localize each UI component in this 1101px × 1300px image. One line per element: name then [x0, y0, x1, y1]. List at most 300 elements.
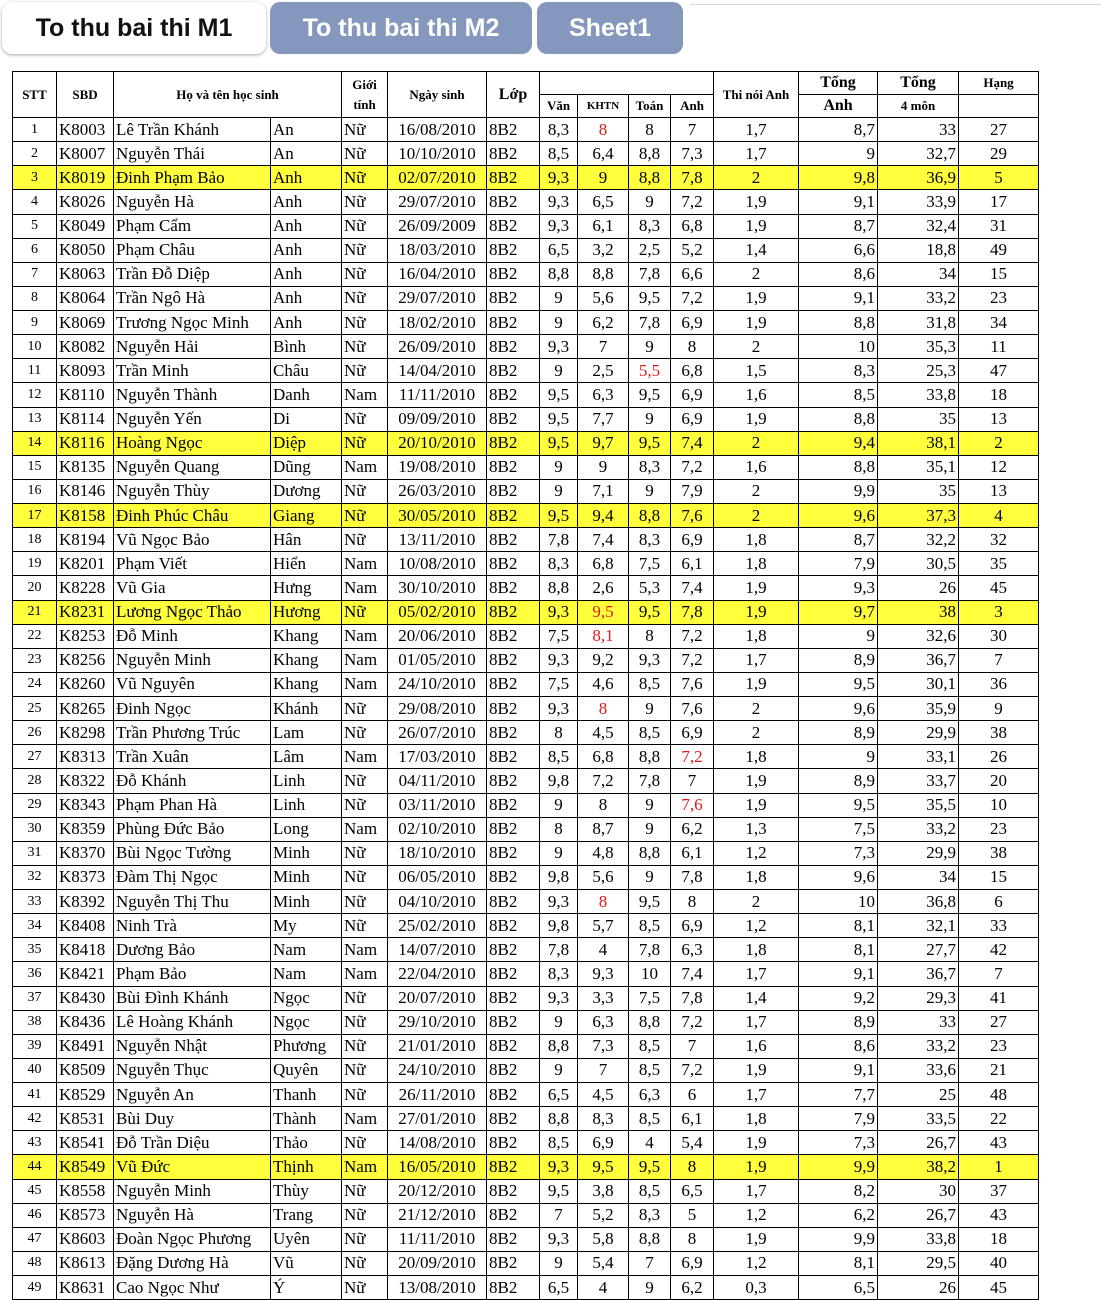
- cell-van[interactable]: 6,5: [540, 238, 578, 262]
- cell-ten[interactable]: Châu: [271, 359, 342, 383]
- cell-tanh[interactable]: 8,9: [799, 1010, 878, 1034]
- cell-ns[interactable]: 21/12/2010: [388, 1203, 487, 1227]
- cell-anh[interactable]: 6,9: [671, 311, 714, 335]
- cell-ten[interactable]: Thanh: [271, 1083, 342, 1107]
- cell-tanh[interactable]: 8,3: [799, 359, 878, 383]
- cell-tanh[interactable]: 8,7: [799, 528, 878, 552]
- cell-noi[interactable]: 1,8: [714, 938, 799, 962]
- cell-ho[interactable]: Nguyễn Nhật: [114, 1034, 271, 1058]
- cell-lop[interactable]: 8B2: [487, 841, 540, 865]
- cell-sbd[interactable]: K8370: [57, 841, 114, 865]
- cell-lop[interactable]: 8B2: [487, 311, 540, 335]
- cell-khtn[interactable]: 8,3: [578, 1107, 629, 1131]
- cell-hang[interactable]: 4: [959, 504, 1039, 528]
- cell-sbd[interactable]: K8436: [57, 1010, 114, 1034]
- cell-stt[interactable]: 32: [13, 865, 57, 889]
- cell-ns[interactable]: 30/10/2010: [388, 576, 487, 600]
- cell-van[interactable]: 9: [540, 286, 578, 310]
- cell-anh[interactable]: 6,1: [671, 552, 714, 576]
- cell-ho[interactable]: Nguyễn Hà: [114, 190, 271, 214]
- cell-ten[interactable]: Vũ: [271, 1251, 342, 1275]
- cell-lop[interactable]: 8B2: [487, 118, 540, 142]
- cell-ho[interactable]: Trần Minh: [114, 359, 271, 383]
- cell-ho[interactable]: Vũ Ngọc Bảo: [114, 528, 271, 552]
- cell-tanh[interactable]: 7,3: [799, 841, 878, 865]
- cell-sbd[interactable]: K8050: [57, 238, 114, 262]
- cell-anh[interactable]: 6,1: [671, 1107, 714, 1131]
- cell-ten[interactable]: Long: [271, 817, 342, 841]
- cell-ho[interactable]: Nguyễn Thái: [114, 142, 271, 166]
- cell-gt[interactable]: Nữ: [342, 1179, 388, 1203]
- cell-anh[interactable]: 6,9: [671, 1251, 714, 1275]
- cell-toan[interactable]: 9,5: [629, 383, 671, 407]
- cell-van[interactable]: 9,8: [540, 865, 578, 889]
- cell-anh[interactable]: 7,2: [671, 648, 714, 672]
- cell-t4[interactable]: 33,2: [878, 286, 959, 310]
- cell-gt[interactable]: Nữ: [342, 1227, 388, 1251]
- cell-lop[interactable]: 8B2: [487, 817, 540, 841]
- cell-anh[interactable]: 7,4: [671, 962, 714, 986]
- cell-noi[interactable]: 1,9: [714, 407, 799, 431]
- cell-t4[interactable]: 27,7: [878, 938, 959, 962]
- cell-lop[interactable]: 8B2: [487, 624, 540, 648]
- cell-sbd[interactable]: K8194: [57, 528, 114, 552]
- cell-noi[interactable]: 1,8: [714, 528, 799, 552]
- cell-toan[interactable]: 4: [629, 1131, 671, 1155]
- cell-gt[interactable]: Nam: [342, 552, 388, 576]
- cell-anh[interactable]: 7,2: [671, 745, 714, 769]
- cell-van[interactable]: 9,3: [540, 890, 578, 914]
- cell-van[interactable]: 9: [540, 311, 578, 335]
- cell-ho[interactable]: Nguyễn Minh: [114, 648, 271, 672]
- cell-ho[interactable]: Đàm Thị Ngọc: [114, 865, 271, 889]
- cell-gt[interactable]: Nữ: [342, 1058, 388, 1082]
- cell-ten[interactable]: Ngọc: [271, 986, 342, 1010]
- cell-khtn[interactable]: 6,8: [578, 745, 629, 769]
- cell-t4[interactable]: 18,8: [878, 238, 959, 262]
- cell-hang[interactable]: 29: [959, 142, 1039, 166]
- cell-stt[interactable]: 29: [13, 793, 57, 817]
- cell-gt[interactable]: Nữ: [342, 841, 388, 865]
- cell-ns[interactable]: 06/05/2010: [388, 865, 487, 889]
- cell-ten[interactable]: Anh: [271, 166, 342, 190]
- cell-anh[interactable]: 7,2: [671, 1058, 714, 1082]
- cell-tanh[interactable]: 7,5: [799, 817, 878, 841]
- cell-stt[interactable]: 5: [13, 214, 57, 238]
- cell-khtn[interactable]: 3,2: [578, 238, 629, 262]
- cell-ho[interactable]: Nguyễn An: [114, 1083, 271, 1107]
- cell-ten[interactable]: Thùy: [271, 1179, 342, 1203]
- cell-t4[interactable]: 33,8: [878, 1227, 959, 1251]
- cell-anh[interactable]: 7,2: [671, 624, 714, 648]
- cell-ho[interactable]: Đinh Phúc Châu: [114, 504, 271, 528]
- cell-anh[interactable]: 6,6: [671, 262, 714, 286]
- cell-ho[interactable]: Trương Ngọc Minh: [114, 311, 271, 335]
- cell-van[interactable]: 9: [540, 1251, 578, 1275]
- cell-tanh[interactable]: 9: [799, 745, 878, 769]
- cell-anh[interactable]: 7,8: [671, 986, 714, 1010]
- cell-lop[interactable]: 8B2: [487, 1251, 540, 1275]
- cell-ho[interactable]: Nguyễn Yến: [114, 407, 271, 431]
- cell-sbd[interactable]: K8049: [57, 214, 114, 238]
- cell-lop[interactable]: 8B2: [487, 238, 540, 262]
- cell-gt[interactable]: Nữ: [342, 142, 388, 166]
- cell-ten[interactable]: Khang: [271, 672, 342, 696]
- cell-khtn[interactable]: 7,3: [578, 1034, 629, 1058]
- cell-noi[interactable]: 2: [714, 890, 799, 914]
- cell-van[interactable]: 9,5: [540, 407, 578, 431]
- cell-tanh[interactable]: 10: [799, 890, 878, 914]
- cell-lop[interactable]: 8B2: [487, 793, 540, 817]
- cell-khtn[interactable]: 4,5: [578, 721, 629, 745]
- cell-ns[interactable]: 18/02/2010: [388, 311, 487, 335]
- cell-khtn[interactable]: 6,2: [578, 311, 629, 335]
- cell-toan[interactable]: 8,3: [629, 214, 671, 238]
- cell-hang[interactable]: 15: [959, 262, 1039, 286]
- cell-anh[interactable]: 7: [671, 118, 714, 142]
- cell-lop[interactable]: 8B2: [487, 1107, 540, 1131]
- cell-khtn[interactable]: 6,1: [578, 214, 629, 238]
- cell-ho[interactable]: Trần Phương Trúc: [114, 721, 271, 745]
- cell-ns[interactable]: 20/09/2010: [388, 1251, 487, 1275]
- cell-hang[interactable]: 40: [959, 1251, 1039, 1275]
- cell-van[interactable]: 7,5: [540, 624, 578, 648]
- cell-toan[interactable]: 8,5: [629, 721, 671, 745]
- cell-van[interactable]: 7: [540, 1203, 578, 1227]
- cell-hang[interactable]: 34: [959, 311, 1039, 335]
- cell-noi[interactable]: 2: [714, 262, 799, 286]
- cell-toan[interactable]: 8,5: [629, 914, 671, 938]
- cell-khtn[interactable]: 5,4: [578, 1251, 629, 1275]
- cell-ns[interactable]: 13/08/2010: [388, 1276, 487, 1300]
- cell-lop[interactable]: 8B2: [487, 479, 540, 503]
- cell-ten[interactable]: Lam: [271, 721, 342, 745]
- cell-anh[interactable]: 6,2: [671, 817, 714, 841]
- cell-hang[interactable]: 22: [959, 1107, 1039, 1131]
- cell-gt[interactable]: Nam: [342, 455, 388, 479]
- cell-lop[interactable]: 8B2: [487, 1083, 540, 1107]
- cell-anh[interactable]: 6,8: [671, 214, 714, 238]
- cell-khtn[interactable]: 6,5: [578, 190, 629, 214]
- cell-tanh[interactable]: 8,9: [799, 648, 878, 672]
- cell-gt[interactable]: Nữ: [342, 1010, 388, 1034]
- cell-toan[interactable]: 8,8: [629, 745, 671, 769]
- cell-hang[interactable]: 37: [959, 1179, 1039, 1203]
- cell-noi[interactable]: 1,6: [714, 455, 799, 479]
- cell-ns[interactable]: 05/02/2010: [388, 600, 487, 624]
- cell-ho[interactable]: Nguyễn Hà: [114, 1203, 271, 1227]
- cell-ten[interactable]: Minh: [271, 841, 342, 865]
- cell-lop[interactable]: 8B2: [487, 1276, 540, 1300]
- cell-stt[interactable]: 25: [13, 697, 57, 721]
- cell-t4[interactable]: 33,5: [878, 1107, 959, 1131]
- cell-lop[interactable]: 8B2: [487, 769, 540, 793]
- cell-tanh[interactable]: 9,6: [799, 504, 878, 528]
- cell-lop[interactable]: 8B2: [487, 1131, 540, 1155]
- cell-gt[interactable]: Nam: [342, 672, 388, 696]
- cell-tanh[interactable]: 6,2: [799, 1203, 878, 1227]
- cell-van[interactable]: 9,5: [540, 383, 578, 407]
- cell-ns[interactable]: 20/06/2010: [388, 624, 487, 648]
- cell-sbd[interactable]: K8201: [57, 552, 114, 576]
- cell-ho[interactable]: Lương Ngọc Thảo: [114, 600, 271, 624]
- cell-hang[interactable]: 10: [959, 793, 1039, 817]
- cell-anh[interactable]: 6,9: [671, 721, 714, 745]
- cell-stt[interactable]: 46: [13, 1203, 57, 1227]
- cell-ten[interactable]: Thịnh: [271, 1155, 342, 1179]
- cell-van[interactable]: 8,5: [540, 1131, 578, 1155]
- cell-gt[interactable]: Nữ: [342, 479, 388, 503]
- cell-noi[interactable]: 1,8: [714, 624, 799, 648]
- cell-lop[interactable]: 8B2: [487, 1058, 540, 1082]
- cell-khtn[interactable]: 7,1: [578, 479, 629, 503]
- cell-tanh[interactable]: 9,1: [799, 286, 878, 310]
- cell-gt[interactable]: Nữ: [342, 769, 388, 793]
- cell-gt[interactable]: Nữ: [342, 238, 388, 262]
- cell-t4[interactable]: 35: [878, 479, 959, 503]
- cell-noi[interactable]: 2: [714, 479, 799, 503]
- cell-anh[interactable]: 6,9: [671, 528, 714, 552]
- cell-van[interactable]: 8,8: [540, 576, 578, 600]
- cell-khtn[interactable]: 6,3: [578, 1010, 629, 1034]
- cell-sbd[interactable]: K8392: [57, 890, 114, 914]
- cell-tanh[interactable]: 7,9: [799, 552, 878, 576]
- cell-ns[interactable]: 18/03/2010: [388, 238, 487, 262]
- cell-hang[interactable]: 38: [959, 721, 1039, 745]
- cell-toan[interactable]: 8: [629, 624, 671, 648]
- cell-stt[interactable]: 36: [13, 962, 57, 986]
- cell-gt[interactable]: Nữ: [342, 262, 388, 286]
- cell-lop[interactable]: 8B2: [487, 359, 540, 383]
- cell-sbd[interactable]: K8019: [57, 166, 114, 190]
- cell-anh[interactable]: 6,1: [671, 841, 714, 865]
- cell-tanh[interactable]: 10: [799, 335, 878, 359]
- cell-sbd[interactable]: K8135: [57, 455, 114, 479]
- cell-khtn[interactable]: 8: [578, 890, 629, 914]
- cell-khtn[interactable]: 2,5: [578, 359, 629, 383]
- cell-ten[interactable]: Nam: [271, 962, 342, 986]
- cell-gt[interactable]: Nữ: [342, 504, 388, 528]
- cell-ho[interactable]: Hoàng Ngọc: [114, 431, 271, 455]
- cell-ten[interactable]: Minh: [271, 865, 342, 889]
- cell-ho[interactable]: Vũ Gia: [114, 576, 271, 600]
- cell-t4[interactable]: 32,1: [878, 914, 959, 938]
- cell-hang[interactable]: 21: [959, 1058, 1039, 1082]
- cell-noi[interactable]: 2: [714, 431, 799, 455]
- cell-khtn[interactable]: 9,5: [578, 600, 629, 624]
- cell-stt[interactable]: 20: [13, 576, 57, 600]
- cell-stt[interactable]: 38: [13, 1010, 57, 1034]
- cell-ten[interactable]: Nam: [271, 938, 342, 962]
- cell-ten[interactable]: Hưng: [271, 576, 342, 600]
- cell-t4[interactable]: 35: [878, 407, 959, 431]
- cell-ten[interactable]: Diệp: [271, 431, 342, 455]
- cell-tanh[interactable]: 9,6: [799, 865, 878, 889]
- cell-lop[interactable]: 8B2: [487, 1010, 540, 1034]
- cell-khtn[interactable]: 4,5: [578, 1083, 629, 1107]
- cell-tanh[interactable]: 9,1: [799, 962, 878, 986]
- cell-lop[interactable]: 8B2: [487, 407, 540, 431]
- cell-noi[interactable]: 1,9: [714, 311, 799, 335]
- cell-noi[interactable]: 1,9: [714, 1131, 799, 1155]
- cell-sbd[interactable]: K8158: [57, 504, 114, 528]
- cell-t4[interactable]: 35,1: [878, 455, 959, 479]
- cell-van[interactable]: 8,3: [540, 552, 578, 576]
- cell-lop[interactable]: 8B2: [487, 938, 540, 962]
- cell-tanh[interactable]: 8,2: [799, 1179, 878, 1203]
- cell-tanh[interactable]: 9: [799, 142, 878, 166]
- cell-ho[interactable]: Đinh Ngọc: [114, 697, 271, 721]
- cell-tanh[interactable]: 6,6: [799, 238, 878, 262]
- cell-hang[interactable]: 23: [959, 1034, 1039, 1058]
- cell-gt[interactable]: Nữ: [342, 600, 388, 624]
- cell-ns[interactable]: 04/10/2010: [388, 890, 487, 914]
- cell-anh[interactable]: 8: [671, 335, 714, 359]
- cell-ten[interactable]: Anh: [271, 214, 342, 238]
- cell-t4[interactable]: 38,1: [878, 431, 959, 455]
- cell-ns[interactable]: 02/10/2010: [388, 817, 487, 841]
- cell-hang[interactable]: 2: [959, 431, 1039, 455]
- cell-stt[interactable]: 33: [13, 890, 57, 914]
- cell-noi[interactable]: 1,8: [714, 745, 799, 769]
- cell-toan[interactable]: 9: [629, 335, 671, 359]
- cell-ho[interactable]: Nguyễn Hải: [114, 335, 271, 359]
- cell-lop[interactable]: 8B2: [487, 1203, 540, 1227]
- cell-ho[interactable]: Lê Hoàng Khánh: [114, 1010, 271, 1034]
- cell-ten[interactable]: Quyên: [271, 1058, 342, 1082]
- cell-tanh[interactable]: 8,1: [799, 914, 878, 938]
- cell-hang[interactable]: 35: [959, 552, 1039, 576]
- cell-t4[interactable]: 33,7: [878, 769, 959, 793]
- cell-sbd[interactable]: K8026: [57, 190, 114, 214]
- cell-van[interactable]: 9,3: [540, 648, 578, 672]
- cell-ten[interactable]: An: [271, 142, 342, 166]
- cell-lop[interactable]: 8B2: [487, 335, 540, 359]
- cell-stt[interactable]: 40: [13, 1058, 57, 1082]
- cell-lop[interactable]: 8B2: [487, 986, 540, 1010]
- cell-ho[interactable]: Phạm Phan Hà: [114, 793, 271, 817]
- cell-lop[interactable]: 8B2: [487, 914, 540, 938]
- cell-khtn[interactable]: 5,6: [578, 286, 629, 310]
- cell-ns[interactable]: 16/08/2010: [388, 118, 487, 142]
- cell-t4[interactable]: 37,3: [878, 504, 959, 528]
- cell-khtn[interactable]: 7,2: [578, 769, 629, 793]
- cell-ho[interactable]: Phùng Đức Bảo: [114, 817, 271, 841]
- cell-sbd[interactable]: K8231: [57, 600, 114, 624]
- cell-gt[interactable]: Nam: [342, 1107, 388, 1131]
- cell-t4[interactable]: 25,3: [878, 359, 959, 383]
- cell-toan[interactable]: 8,3: [629, 528, 671, 552]
- cell-ho[interactable]: Bùi Duy: [114, 1107, 271, 1131]
- cell-ns[interactable]: 18/10/2010: [388, 841, 487, 865]
- sheet-tab-m2[interactable]: To thu bai thi M2: [270, 2, 532, 54]
- cell-van[interactable]: 6,5: [540, 1276, 578, 1300]
- cell-t4[interactable]: 32,6: [878, 624, 959, 648]
- cell-t4[interactable]: 36,9: [878, 166, 959, 190]
- cell-toan[interactable]: 8,3: [629, 1203, 671, 1227]
- cell-toan[interactable]: 9,5: [629, 600, 671, 624]
- cell-van[interactable]: 9,3: [540, 335, 578, 359]
- cell-lop[interactable]: 8B2: [487, 286, 540, 310]
- cell-noi[interactable]: 2: [714, 697, 799, 721]
- cell-gt[interactable]: Nữ: [342, 118, 388, 142]
- cell-hang[interactable]: 45: [959, 1276, 1039, 1300]
- cell-toan[interactable]: 9: [629, 190, 671, 214]
- cell-khtn[interactable]: 8,7: [578, 817, 629, 841]
- sheet-tab-m1[interactable]: To thu bai thi M1: [2, 2, 266, 54]
- cell-lop[interactable]: 8B2: [487, 166, 540, 190]
- cell-lop[interactable]: 8B2: [487, 648, 540, 672]
- cell-anh[interactable]: 7,2: [671, 1010, 714, 1034]
- cell-toan[interactable]: 8,3: [629, 455, 671, 479]
- cell-t4[interactable]: 33,9: [878, 190, 959, 214]
- cell-tanh[interactable]: 9,9: [799, 1155, 878, 1179]
- cell-t4[interactable]: 30,1: [878, 672, 959, 696]
- cell-anh[interactable]: 6: [671, 1083, 714, 1107]
- cell-van[interactable]: 8,5: [540, 142, 578, 166]
- cell-noi[interactable]: 1,4: [714, 986, 799, 1010]
- cell-ho[interactable]: Cao Ngọc Như: [114, 1276, 271, 1300]
- cell-ten[interactable]: Linh: [271, 769, 342, 793]
- cell-van[interactable]: 9: [540, 455, 578, 479]
- cell-van[interactable]: 9,3: [540, 600, 578, 624]
- cell-toan[interactable]: 7,8: [629, 938, 671, 962]
- cell-hang[interactable]: 5: [959, 166, 1039, 190]
- cell-van[interactable]: 8,8: [540, 262, 578, 286]
- cell-noi[interactable]: 1,9: [714, 214, 799, 238]
- cell-t4[interactable]: 26: [878, 576, 959, 600]
- cell-stt[interactable]: 2: [13, 142, 57, 166]
- cell-hang[interactable]: 3: [959, 600, 1039, 624]
- cell-ns[interactable]: 09/09/2010: [388, 407, 487, 431]
- cell-tanh[interactable]: 9,5: [799, 793, 878, 817]
- cell-toan[interactable]: 8,8: [629, 841, 671, 865]
- cell-stt[interactable]: 9: [13, 311, 57, 335]
- cell-stt[interactable]: 43: [13, 1131, 57, 1155]
- cell-sbd[interactable]: K8573: [57, 1203, 114, 1227]
- cell-gt[interactable]: Nữ: [342, 1034, 388, 1058]
- cell-ten[interactable]: Anh: [271, 286, 342, 310]
- cell-khtn[interactable]: 4,8: [578, 841, 629, 865]
- cell-stt[interactable]: 1: [13, 118, 57, 142]
- cell-hang[interactable]: 43: [959, 1131, 1039, 1155]
- cell-gt[interactable]: Nữ: [342, 359, 388, 383]
- cell-anh[interactable]: 7,4: [671, 576, 714, 600]
- cell-lop[interactable]: 8B2: [487, 504, 540, 528]
- cell-noi[interactable]: 1,6: [714, 383, 799, 407]
- cell-van[interactable]: 9: [540, 359, 578, 383]
- cell-hang[interactable]: 26: [959, 745, 1039, 769]
- cell-anh[interactable]: 6,9: [671, 407, 714, 431]
- cell-stt[interactable]: 42: [13, 1107, 57, 1131]
- cell-tanh[interactable]: 8,6: [799, 262, 878, 286]
- cell-tanh[interactable]: 8,8: [799, 407, 878, 431]
- cell-ten[interactable]: An: [271, 118, 342, 142]
- cell-toan[interactable]: 8,5: [629, 1179, 671, 1203]
- cell-toan[interactable]: 10: [629, 962, 671, 986]
- cell-khtn[interactable]: 4,6: [578, 672, 629, 696]
- cell-ns[interactable]: 04/11/2010: [388, 769, 487, 793]
- cell-toan[interactable]: 9: [629, 479, 671, 503]
- cell-khtn[interactable]: 9,3: [578, 962, 629, 986]
- cell-khtn[interactable]: 9: [578, 166, 629, 190]
- cell-lop[interactable]: 8B2: [487, 214, 540, 238]
- cell-gt[interactable]: Nam: [342, 938, 388, 962]
- cell-t4[interactable]: 32,7: [878, 142, 959, 166]
- cell-ho[interactable]: Đỗ Minh: [114, 624, 271, 648]
- cell-ten[interactable]: Phương: [271, 1034, 342, 1058]
- cell-lop[interactable]: 8B2: [487, 1227, 540, 1251]
